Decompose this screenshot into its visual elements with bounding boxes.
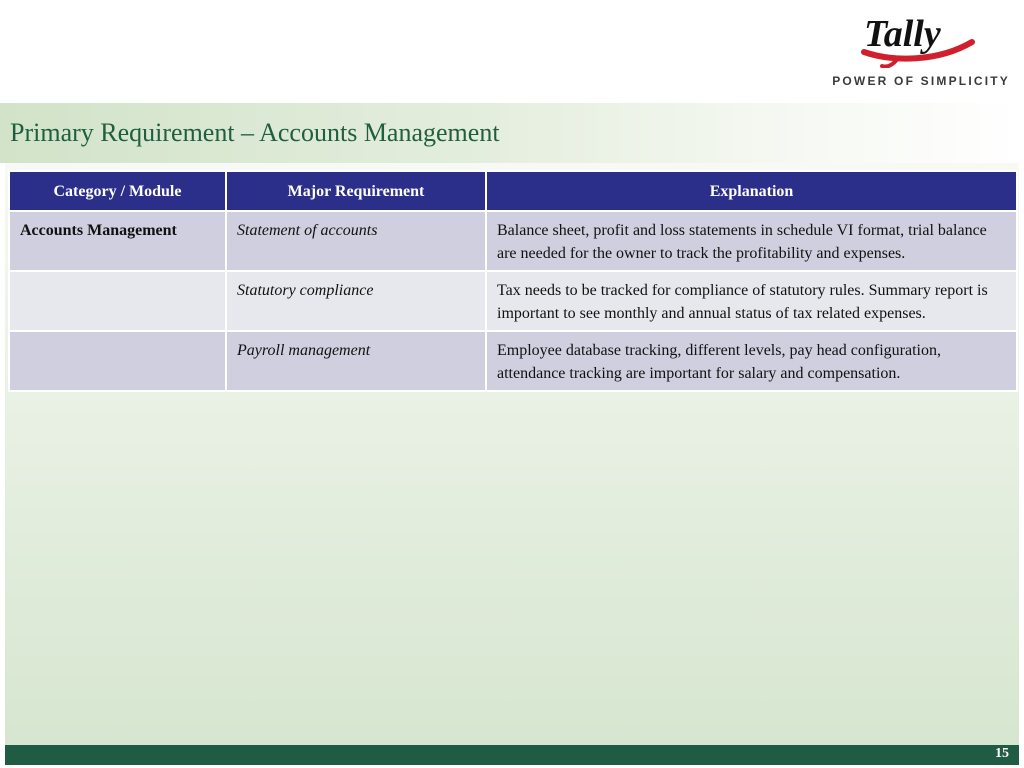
category-cell	[9, 271, 226, 331]
column-header-category: Category / Module	[9, 171, 226, 211]
category-cell: Accounts Management	[9, 211, 226, 271]
table-row	[9, 271, 1017, 331]
requirement-cell: Statement of accounts	[226, 211, 486, 271]
requirement-cell: Payroll management	[226, 331, 486, 391]
requirement-cell: Statutory compliance	[226, 271, 486, 331]
explanation-cell: Employee database tracking, different levels, pay head configuration, attendance tracking are important for salary and compensation.	[486, 331, 1017, 391]
tally-logo	[832, 12, 1010, 92]
logo-tagline: POWER OF SIMPLICITY	[832, 74, 1010, 88]
table-row	[9, 331, 1017, 391]
tally-logo-mark	[858, 12, 976, 68]
page-number: 15	[995, 746, 1009, 761]
requirements-table	[8, 170, 1018, 392]
column-header-explanation: Explanation	[486, 171, 1017, 211]
footer-bar	[5, 745, 1019, 765]
explanation-cell: Balance sheet, profit and loss statements in schedule VI format, trial balance are needed for the owner to track the profitability and expenses.	[486, 211, 1017, 271]
slide-title: Primary Requirement – Accounts Management	[10, 118, 500, 147]
table-row	[9, 211, 1017, 271]
category-cell	[9, 331, 226, 391]
table-header-row	[9, 171, 1017, 211]
explanation-cell: Tax needs to be tracked for compliance of statutory rules. Summary report is important to see monthly and annual status of tax related expenses.	[486, 271, 1017, 331]
svg-text:Tally: Tally	[864, 13, 941, 55]
column-header-requirement: Major Requirement	[226, 171, 486, 211]
